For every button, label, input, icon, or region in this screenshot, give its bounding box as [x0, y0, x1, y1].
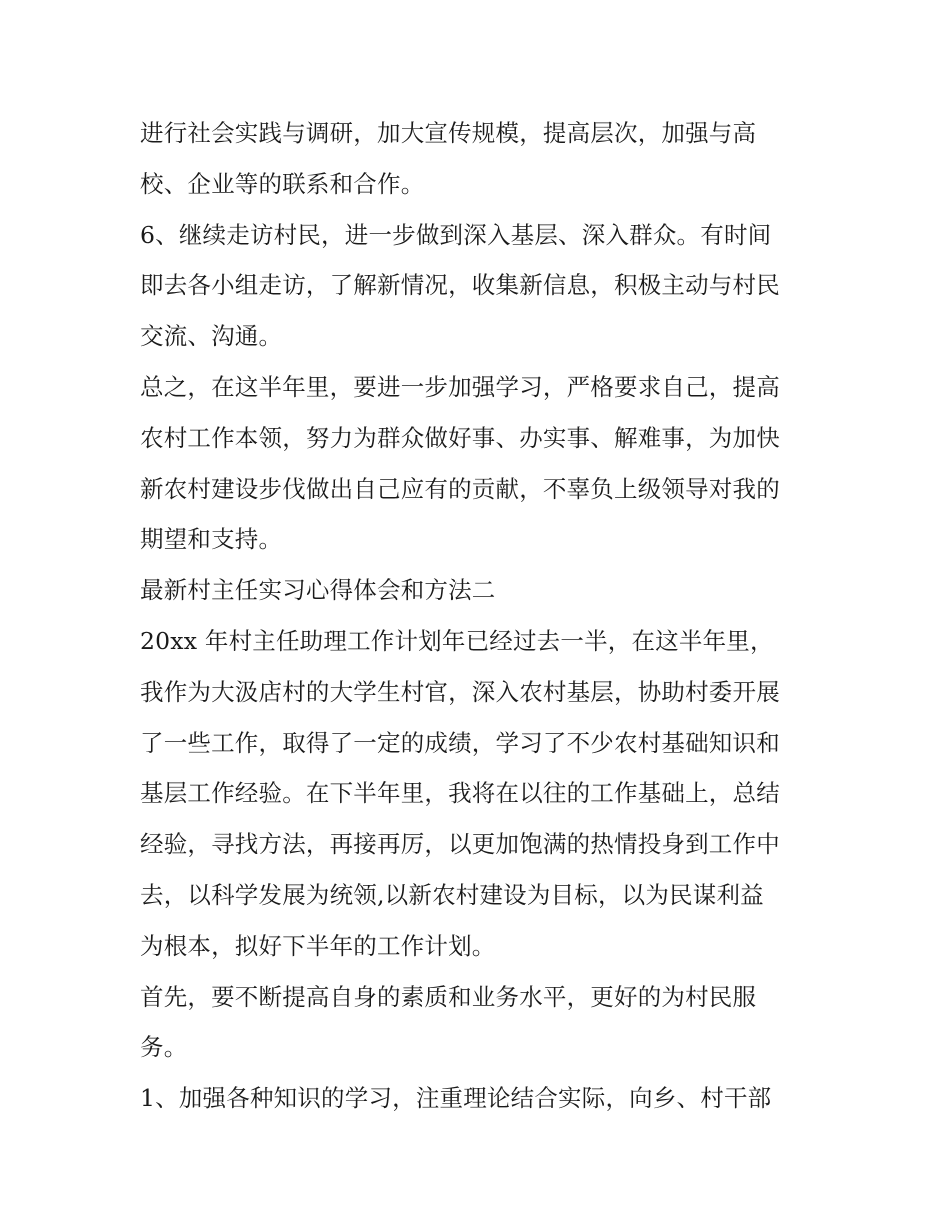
text-line: 为根本，拟好下半年的工作计划。 [140, 931, 496, 960]
text-line: 1、加强各种知识的学习，注重理论结合实际，向乡、村干部 [140, 1084, 772, 1113]
text-line: 交流、沟通。 [140, 322, 283, 351]
document-body [140, 108, 820, 1124]
text-line: 了一些工作，取得了一定的成绩，学习了不少农村基础知识和 [140, 728, 780, 757]
text-line: 基层工作经验。在下半年里，我将在以往的工作基础上，总结 [140, 779, 780, 808]
text-line: 首先，要不断提高自身的素质和业务水平，更好的为村民服 [140, 982, 757, 1011]
text-line: 期望和支持。 [140, 525, 283, 554]
text-line: 校、企业等的联系和合作。 [140, 169, 425, 198]
text-line: 农村工作本领，努力为群众做好事、办实事、解难事，为加快 [140, 423, 780, 452]
text-line: 我作为大汲店村的大学生村官，深入农村基层，协助村委开展 [140, 677, 780, 706]
text-line: 经验，寻找方法，再接再厉，以更加饱满的热情投身到工作中 [140, 830, 780, 859]
text-line: 即去各小组走访，了解新情况，收集新信息，积极主动与村民 [140, 271, 780, 300]
section-heading: 最新村主任实习心得体会和方法二 [140, 576, 496, 605]
text-line: 20xx 年村主任助理工作计划年已经过去一半，在这半年里， [140, 626, 774, 655]
text-line: 进行社会实践与调研，加大宣传规模，提高层次，加强与高 [140, 119, 757, 147]
text-line: 新农村建设步伐做出自己应有的贡献，不辜负上级领导对我的 [140, 474, 780, 503]
text-line: 去，以科学发展为统领,以新农村建设为目标，以为民谋利益 [140, 880, 764, 909]
text-line: 务。 [140, 1033, 188, 1062]
text-line: 6、继续走访村民，进一步做到深入基层、深入群众。有时间 [140, 220, 772, 249]
text-line: 总之，在这半年里，要进一步加强学习，严格要求自己，提高 [140, 372, 780, 401]
